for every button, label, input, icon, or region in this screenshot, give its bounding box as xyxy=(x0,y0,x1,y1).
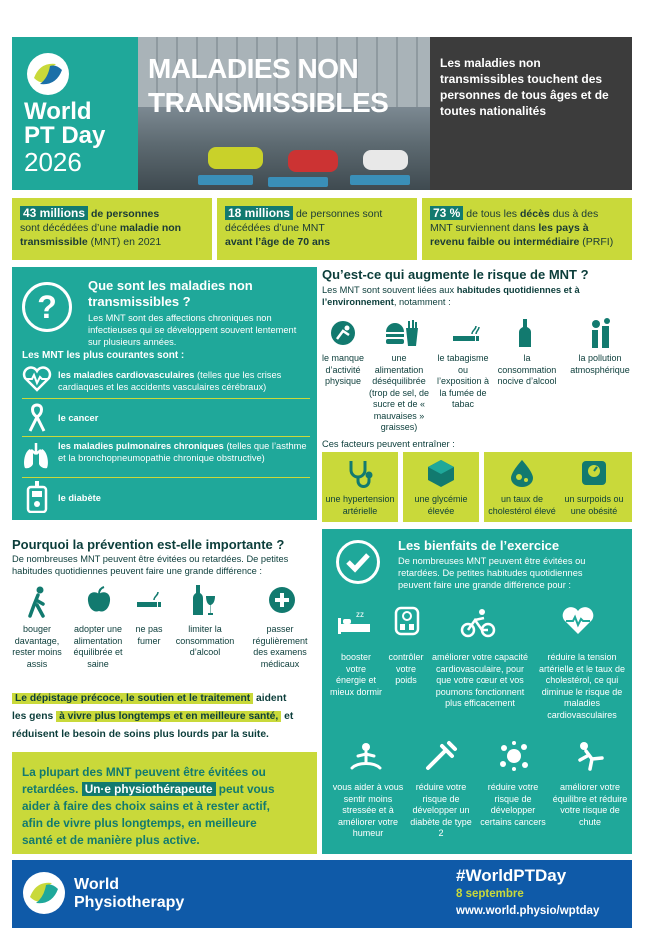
walking-icon xyxy=(26,586,50,618)
bed-sleep-icon xyxy=(336,608,372,636)
callout-line: aider à faire des choix sains et à rester actif, xyxy=(22,799,270,813)
world-pt-day-logo xyxy=(26,52,70,96)
stat-box-2 xyxy=(217,198,417,260)
world-physiotherapy-logo xyxy=(22,871,66,915)
stat-text: dus à des xyxy=(549,208,599,220)
ncd-item-diabetes: le diabète xyxy=(58,493,101,503)
stat-text: décédées d’une MNT xyxy=(225,222,325,234)
ncd-item-cardio xyxy=(58,369,303,393)
risk-factor: le tabagisme ou l’exposition à la fumée de tabac xyxy=(436,353,490,409)
prevention-desc: De nombreuses MNT peuvent être évitées ou retardées. De petites habitudes quotidiennes peuvent faire une grande différence : xyxy=(12,554,289,576)
ncd-item-rest: (telles que l’asthme et la bronchopneumopathie chronique obstructive) xyxy=(58,441,307,463)
risk-factor: la consommation nocive d’alcool xyxy=(497,353,557,386)
callout-highlight: Un·e physiothérapeute xyxy=(82,782,216,796)
sedentary-icon xyxy=(330,320,356,346)
divider xyxy=(22,398,310,399)
screening-plain: et xyxy=(281,711,294,722)
what-desc: Les MNT sont des affections chroniques non infectieuses qui se développent souvent lentement sur plusieurs années. xyxy=(88,313,297,347)
meditation-icon xyxy=(348,742,384,772)
exercise-benefit: réduire votre risque de développer certains cancers xyxy=(480,782,546,827)
screening-plain: réduisent le besoin de soins plus lourds par la suite. xyxy=(12,729,269,740)
effect-label: une hypertension artérielle xyxy=(325,494,395,516)
footer-logo-line2: Physiotherapy xyxy=(74,894,185,911)
bathroom-scale-icon xyxy=(394,606,420,636)
exercise-benefit: booster votre énergie et mieux dormir xyxy=(330,652,383,697)
header-tagline-panel xyxy=(430,37,632,190)
effect-cholesterol xyxy=(484,452,560,522)
ncd-item-lung xyxy=(58,440,308,464)
common-label: Les MNT les plus courantes sont : xyxy=(22,350,185,361)
exercise-benefit: améliorer votre capacité cardiovasculaire, pour que votre cœur et vos poumons fonctionnent plus efficacement xyxy=(431,652,529,708)
risk-factor: le manque d’activité physique xyxy=(321,353,365,386)
risk-desc-text: , notamment : xyxy=(393,297,451,307)
logo-line1: World xyxy=(24,98,92,125)
exercise-benefit: contrôler votre poids xyxy=(388,652,424,685)
event-date: 8 septembre xyxy=(456,888,524,900)
risk-factor: une alimentation déséquilibrée (trop de sel, de sucre et de « mauvaises » graisses) xyxy=(368,353,430,432)
burger-fries-icon xyxy=(384,318,420,348)
cancer-ribbon-icon xyxy=(27,403,47,433)
title-line1: MALADIES NON xyxy=(148,53,359,84)
falling-person-icon xyxy=(574,740,606,772)
screening-plain: les gens xyxy=(12,711,57,722)
header-tagline: Les maladies non transmissibles touchent des personnes de tous âges et de toutes nationalités xyxy=(440,56,609,118)
cigarette-icon xyxy=(452,322,480,344)
heart-pulse-icon xyxy=(22,366,52,392)
exercise-desc: De nombreuses MNT peuvent être évitées ou retardées. De petites habitudes quotidiennes peuvent faire une grande différence pour : xyxy=(398,556,586,590)
ncd-item-cancer: le cancer xyxy=(58,413,99,423)
stat-text: sont décédées d’une xyxy=(20,222,120,234)
stat-highlight: 18 millions xyxy=(225,206,293,220)
exercise-benefit: améliorer votre équilibre et réduire votre risque de chute xyxy=(552,782,628,827)
stat-text: avant l’âge de 70 ans xyxy=(225,236,331,248)
ncd-item-bold: les maladies pulmonaires chroniques xyxy=(58,441,224,451)
prevention-item: limiter la consommation d’alcool xyxy=(175,624,235,657)
screening-text xyxy=(12,690,317,744)
svg-text:zz: zz xyxy=(356,610,364,619)
stat-text: de personnes xyxy=(88,208,160,220)
ncd-item-bold: les maladies cardiovasculaires xyxy=(58,370,195,380)
callout-line: santé et de manière plus active. xyxy=(22,833,200,847)
wine-bottle-icon xyxy=(518,318,532,348)
stat-highlight: 43 millions xyxy=(20,206,88,220)
ncd-item-rest: (telles que les crises cardiaques et les accidents vasculaires cérébraux) xyxy=(58,370,282,392)
exercise-benefit: vous aider à vous sentir moins stressée et à améliorer votre humeur xyxy=(332,782,404,838)
stat-box-3 xyxy=(422,198,632,260)
stat-text: (PRFI) xyxy=(579,236,614,248)
cells-icon xyxy=(498,740,530,772)
effect-glucose xyxy=(403,452,479,522)
website-link[interactable]: www.world.physio/wptday xyxy=(456,905,600,917)
scale-icon xyxy=(556,458,632,488)
wine-glass-bottle-icon xyxy=(192,584,216,616)
risk-desc xyxy=(322,284,622,308)
prevention-item: bouger davantage, rester moins assis xyxy=(12,624,62,669)
effect-obesity xyxy=(556,452,632,522)
stat-text: (MNT) en 2021 xyxy=(87,236,162,248)
cholesterol-drop-icon xyxy=(484,458,560,488)
stat-text: revenu faible ou intermédiaire xyxy=(430,236,580,248)
prevention-title: Pourquoi la prévention est-elle importante ? xyxy=(12,537,285,552)
exercise-benefit: réduire votre risque de développer un diabète de type 2 xyxy=(410,782,472,838)
effect-label: un surpoids ou une obésité xyxy=(564,494,624,516)
stat-text: maladie non xyxy=(119,222,182,234)
effect-label: une glycémie élevée xyxy=(414,494,468,516)
stat-text: transmissible xyxy=(20,236,88,248)
syringe-icon xyxy=(424,740,458,772)
title-line2: TRANSMISSIBLES xyxy=(148,87,389,118)
callout-line: La plupart des MNT peuvent être évitées ou xyxy=(22,765,266,779)
screening-highlight: à vivre plus longtemps et en meilleure santé, xyxy=(56,711,281,722)
stat-text: MNT surviennent dans xyxy=(430,222,539,234)
what-title: Que sont les maladies non transmissibles ? xyxy=(88,278,253,309)
prevention-item: adopter une alimentation équilibrée et saine xyxy=(73,624,123,669)
callout-line: retardées. xyxy=(22,782,82,796)
stat-text: de tous les xyxy=(463,208,520,220)
hashtag: #WorldPTDay xyxy=(456,866,567,885)
stat-text: les pays à xyxy=(538,222,589,234)
glucometer-icon xyxy=(26,481,48,513)
risk-factor: la pollution atmosphérique xyxy=(570,353,630,375)
risk-lead: Ces facteurs peuvent entraîner : xyxy=(322,439,455,449)
stat-box-1 xyxy=(12,198,212,260)
question-icon: ? xyxy=(22,282,72,332)
exercise-benefit: réduire la tension artérielle et le taux de cholestérol, ce qui diminue le risque de maladies cardiovasculaires xyxy=(538,652,626,720)
cycling-icon xyxy=(460,608,496,638)
factory-pollution-icon xyxy=(590,318,614,348)
footer-logo-line1: World xyxy=(74,876,120,893)
effect-label: un taux de cholestérol élevé xyxy=(488,494,556,516)
stat-text: décès xyxy=(519,208,550,220)
effect-hypertension xyxy=(322,452,398,522)
prevention-item: ne pas fumer xyxy=(135,624,163,646)
risk-desc-text: Les MNT sont souvent liées aux xyxy=(322,285,457,295)
screening-plain: aident xyxy=(253,693,287,704)
divider xyxy=(22,477,310,478)
apple-icon xyxy=(86,586,112,614)
screening-highlight: Le dépistage précoce, le soutien et le traitement xyxy=(12,693,253,704)
checkmark-icon xyxy=(336,540,380,584)
medical-cross-icon xyxy=(268,586,296,614)
callout-line: afin de vivre plus longtemps, en meilleure xyxy=(22,816,257,830)
logo-year: 2026 xyxy=(24,147,82,177)
heart-health-icon xyxy=(560,606,596,636)
callout-line: peut vous xyxy=(215,782,275,796)
stat-text: de personnes sont xyxy=(293,208,383,220)
prevention-item: passer régulièrement des examens médicaux xyxy=(252,624,308,669)
stat-highlight: 73 % xyxy=(430,206,463,220)
stethoscope-icon xyxy=(322,458,398,488)
callout-text xyxy=(22,764,312,849)
exercise-title: Les bienfaits de l’exercice xyxy=(398,538,560,553)
lungs-icon xyxy=(20,440,52,472)
risk-title: Qu’est-ce qui augmente le risque de MNT ? xyxy=(322,267,589,282)
divider xyxy=(22,436,310,437)
risk-desc-bold: habitudes quotidiennes et à l’environnement xyxy=(322,285,580,307)
logo-line2: PT Day xyxy=(24,122,106,149)
no-smoking-icon xyxy=(136,590,162,610)
sugar-cube-icon xyxy=(403,458,479,488)
